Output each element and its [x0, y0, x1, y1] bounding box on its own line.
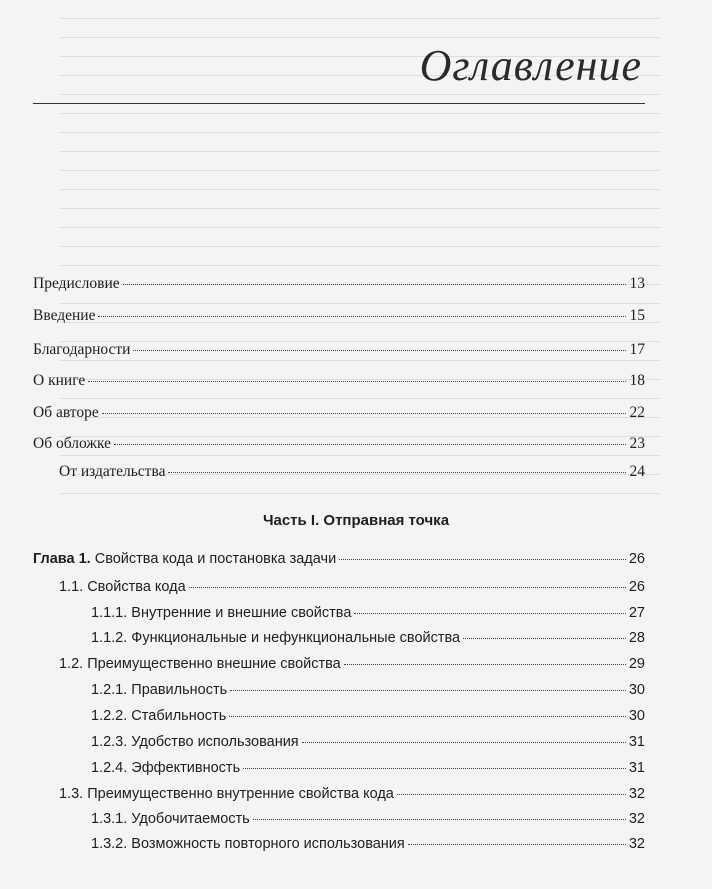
toc-entry-page: 31: [628, 734, 645, 750]
toc-entry-label: Об обложке: [33, 435, 112, 452]
toc-entry-page: 28: [628, 630, 645, 646]
toc-entry-subsection[interactable]: [91, 680, 645, 700]
dot-leader: [102, 412, 626, 414]
dot-leader: [302, 741, 626, 743]
dot-leader: [189, 586, 626, 588]
toc-entry-page: 18: [629, 372, 645, 389]
page-title: Оглавление: [419, 41, 642, 90]
toc-entry-label: [33, 549, 336, 569]
toc-entry-subsection[interactable]: [91, 732, 645, 752]
toc-entry-about-book[interactable]: [33, 371, 645, 391]
toc-entry-from-publisher[interactable]: [59, 462, 645, 482]
toc-entry-label: 1.1. Свойства кода: [59, 579, 186, 595]
toc-entry-acknowledgements[interactable]: [33, 340, 645, 360]
toc-entry-page: 15: [629, 307, 645, 324]
dot-leader: [408, 843, 626, 845]
dot-leader: [168, 471, 626, 473]
toc-entry-subsection[interactable]: [91, 628, 645, 648]
dot-leader: [397, 793, 626, 795]
dot-leader: [354, 612, 625, 614]
toc-entry-page: 24: [629, 463, 645, 480]
toc-entry-label: 1.2.1. Правильность: [91, 682, 228, 698]
toc-entry-section[interactable]: [59, 654, 645, 674]
toc-entry-label: Введение: [33, 307, 96, 324]
toc-entry-page: 29: [628, 656, 645, 672]
dot-leader: [88, 380, 626, 382]
toc-entry-page: 17: [629, 341, 645, 358]
toc-entry-page: 32: [628, 786, 645, 802]
dot-leader: [339, 558, 626, 560]
chapter-prefix: Глава 1.: [33, 551, 91, 567]
toc-entry-page: 23: [629, 435, 645, 452]
toc-entry-preface[interactable]: [33, 274, 645, 294]
chapter-title: Свойства кода и постановка задачи: [94, 551, 337, 567]
toc-entry-label: 1.3.1. Удобочитаемость: [91, 811, 250, 827]
toc-entry-subsection[interactable]: [91, 603, 645, 623]
toc-entry-page: 27: [628, 605, 645, 621]
dot-leader: [98, 315, 626, 317]
toc-entry-label: 1.2.3. Удобство использования: [91, 734, 299, 750]
dot-leader: [243, 767, 626, 769]
toc-entry-label: От издательства: [59, 463, 166, 480]
dot-leader: [253, 818, 626, 820]
toc-entry-page: 32: [628, 836, 645, 852]
toc-entry-page: 26: [628, 579, 645, 595]
toc-entry-label: 1.3.2. Возможность повторного использования: [91, 836, 405, 852]
toc-entry-chapter-1[interactable]: [33, 549, 645, 569]
dot-leader: [230, 689, 626, 691]
toc-entry-page: 26: [628, 551, 645, 567]
toc-entry-subsection[interactable]: [91, 758, 645, 778]
toc-entry-subsection[interactable]: [91, 834, 645, 854]
toc-entry-label: 1.2.2. Стабильность: [91, 708, 227, 724]
toc-entry-label: Благодарности: [33, 341, 131, 358]
toc-entry-label: 1.2.4. Эффективность: [91, 760, 241, 776]
toc-entry-label: 1.1.2. Функциональные и нефункциональные свойства: [91, 630, 461, 646]
dot-leader: [463, 637, 626, 639]
dot-leader: [114, 443, 626, 445]
toc-entry-subsection[interactable]: [91, 809, 645, 829]
dot-leader: [344, 663, 626, 665]
toc-entry-page: 30: [628, 708, 645, 724]
toc-entry-label: Предисловие: [33, 275, 120, 292]
dot-leader: [133, 349, 626, 351]
dot-leader: [123, 283, 626, 285]
toc-entry-introduction[interactable]: [33, 306, 645, 326]
toc-entry-section[interactable]: [59, 577, 645, 597]
toc-entry-label: 1.2. Преимущественно внешние свойства: [59, 656, 341, 672]
toc-entry-label: 1.3. Преимущественно внутренние свойства кода: [59, 786, 394, 802]
toc-entry-label: 1.1.1. Внутренние и внешние свойства: [91, 605, 352, 621]
toc-entry-about-cover[interactable]: [33, 434, 645, 454]
toc-entry-page: 31: [628, 760, 645, 776]
toc-entry-label: Об авторе: [33, 404, 99, 421]
toc-entry-page: 30: [628, 682, 645, 698]
toc-entry-label: О книге: [33, 372, 86, 389]
dot-leader: [229, 715, 626, 717]
toc-entry-page: 22: [629, 404, 645, 421]
toc-entry-subsection[interactable]: [91, 706, 645, 726]
toc-entry-section[interactable]: [59, 784, 645, 804]
toc-entry-page: 32: [628, 811, 645, 827]
toc-entry-page: 13: [629, 275, 645, 292]
part-heading: Часть I. Отправная точка: [262, 512, 450, 529]
toc-entry-about-author[interactable]: [33, 403, 645, 423]
